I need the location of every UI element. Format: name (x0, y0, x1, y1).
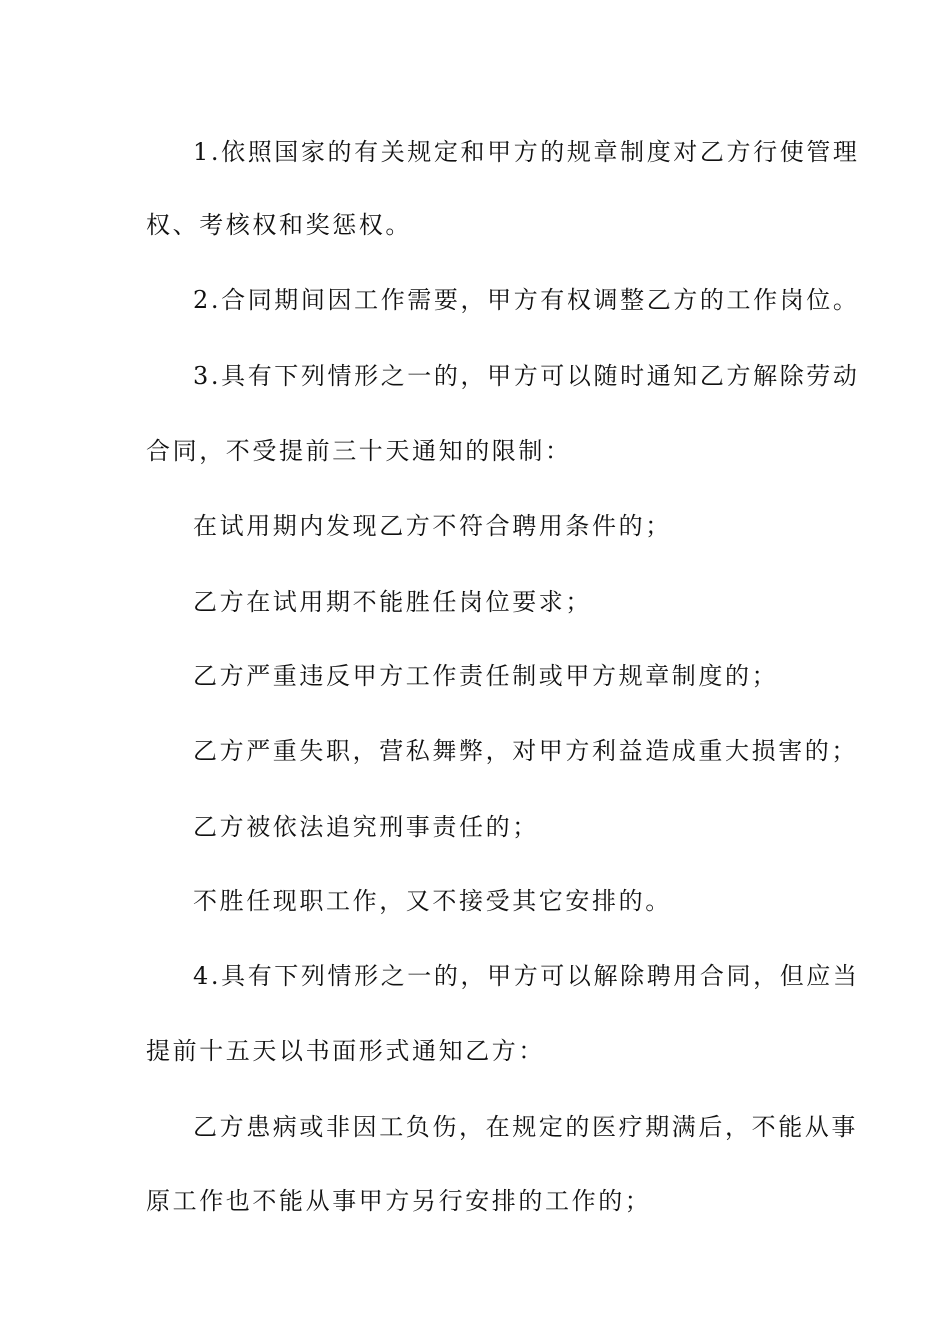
text-line: 在试用期内发现乙方不符合聘用条件的； (193, 512, 672, 540)
text-line: 提前十五天以书面形式通知乙方： (146, 1037, 545, 1065)
text-line: 2.合同期间因工作需要，甲方有权调整乙方的工作岗位。 (193, 286, 860, 314)
text-line: 不胜任现职工作，又不接受其它安排的。 (193, 887, 672, 915)
text-line: 4.具有下列情形之一的，甲方可以解除聘用合同，但应当 (193, 962, 860, 990)
text-line: 合同，不受提前三十天通知的限制： (146, 437, 572, 465)
text-line: 乙方严重违反甲方工作责任制或甲方规章制度的； (193, 662, 779, 690)
text-line: 1.依照国家的有关规定和甲方的规章制度对乙方行使管理 (193, 138, 860, 166)
text-line: 乙方被依法追究刑事责任的； (193, 813, 539, 841)
text-line: 乙方患病或非因工负伤，在规定的医疗期满后，不能从事 (193, 1113, 858, 1141)
text-line: 乙方在试用期不能胜任岗位要求； (193, 588, 592, 616)
text-line: 3.具有下列情形之一的，甲方可以随时通知乙方解除劳动 (193, 362, 860, 390)
text-line: 权、考核权和奖惩权。 (146, 211, 412, 239)
text-line: 原工作也不能从事甲方另行安排的工作的； (146, 1187, 652, 1215)
text-line: 乙方严重失职，营私舞弊，对甲方利益造成重大损害的； (193, 737, 858, 765)
